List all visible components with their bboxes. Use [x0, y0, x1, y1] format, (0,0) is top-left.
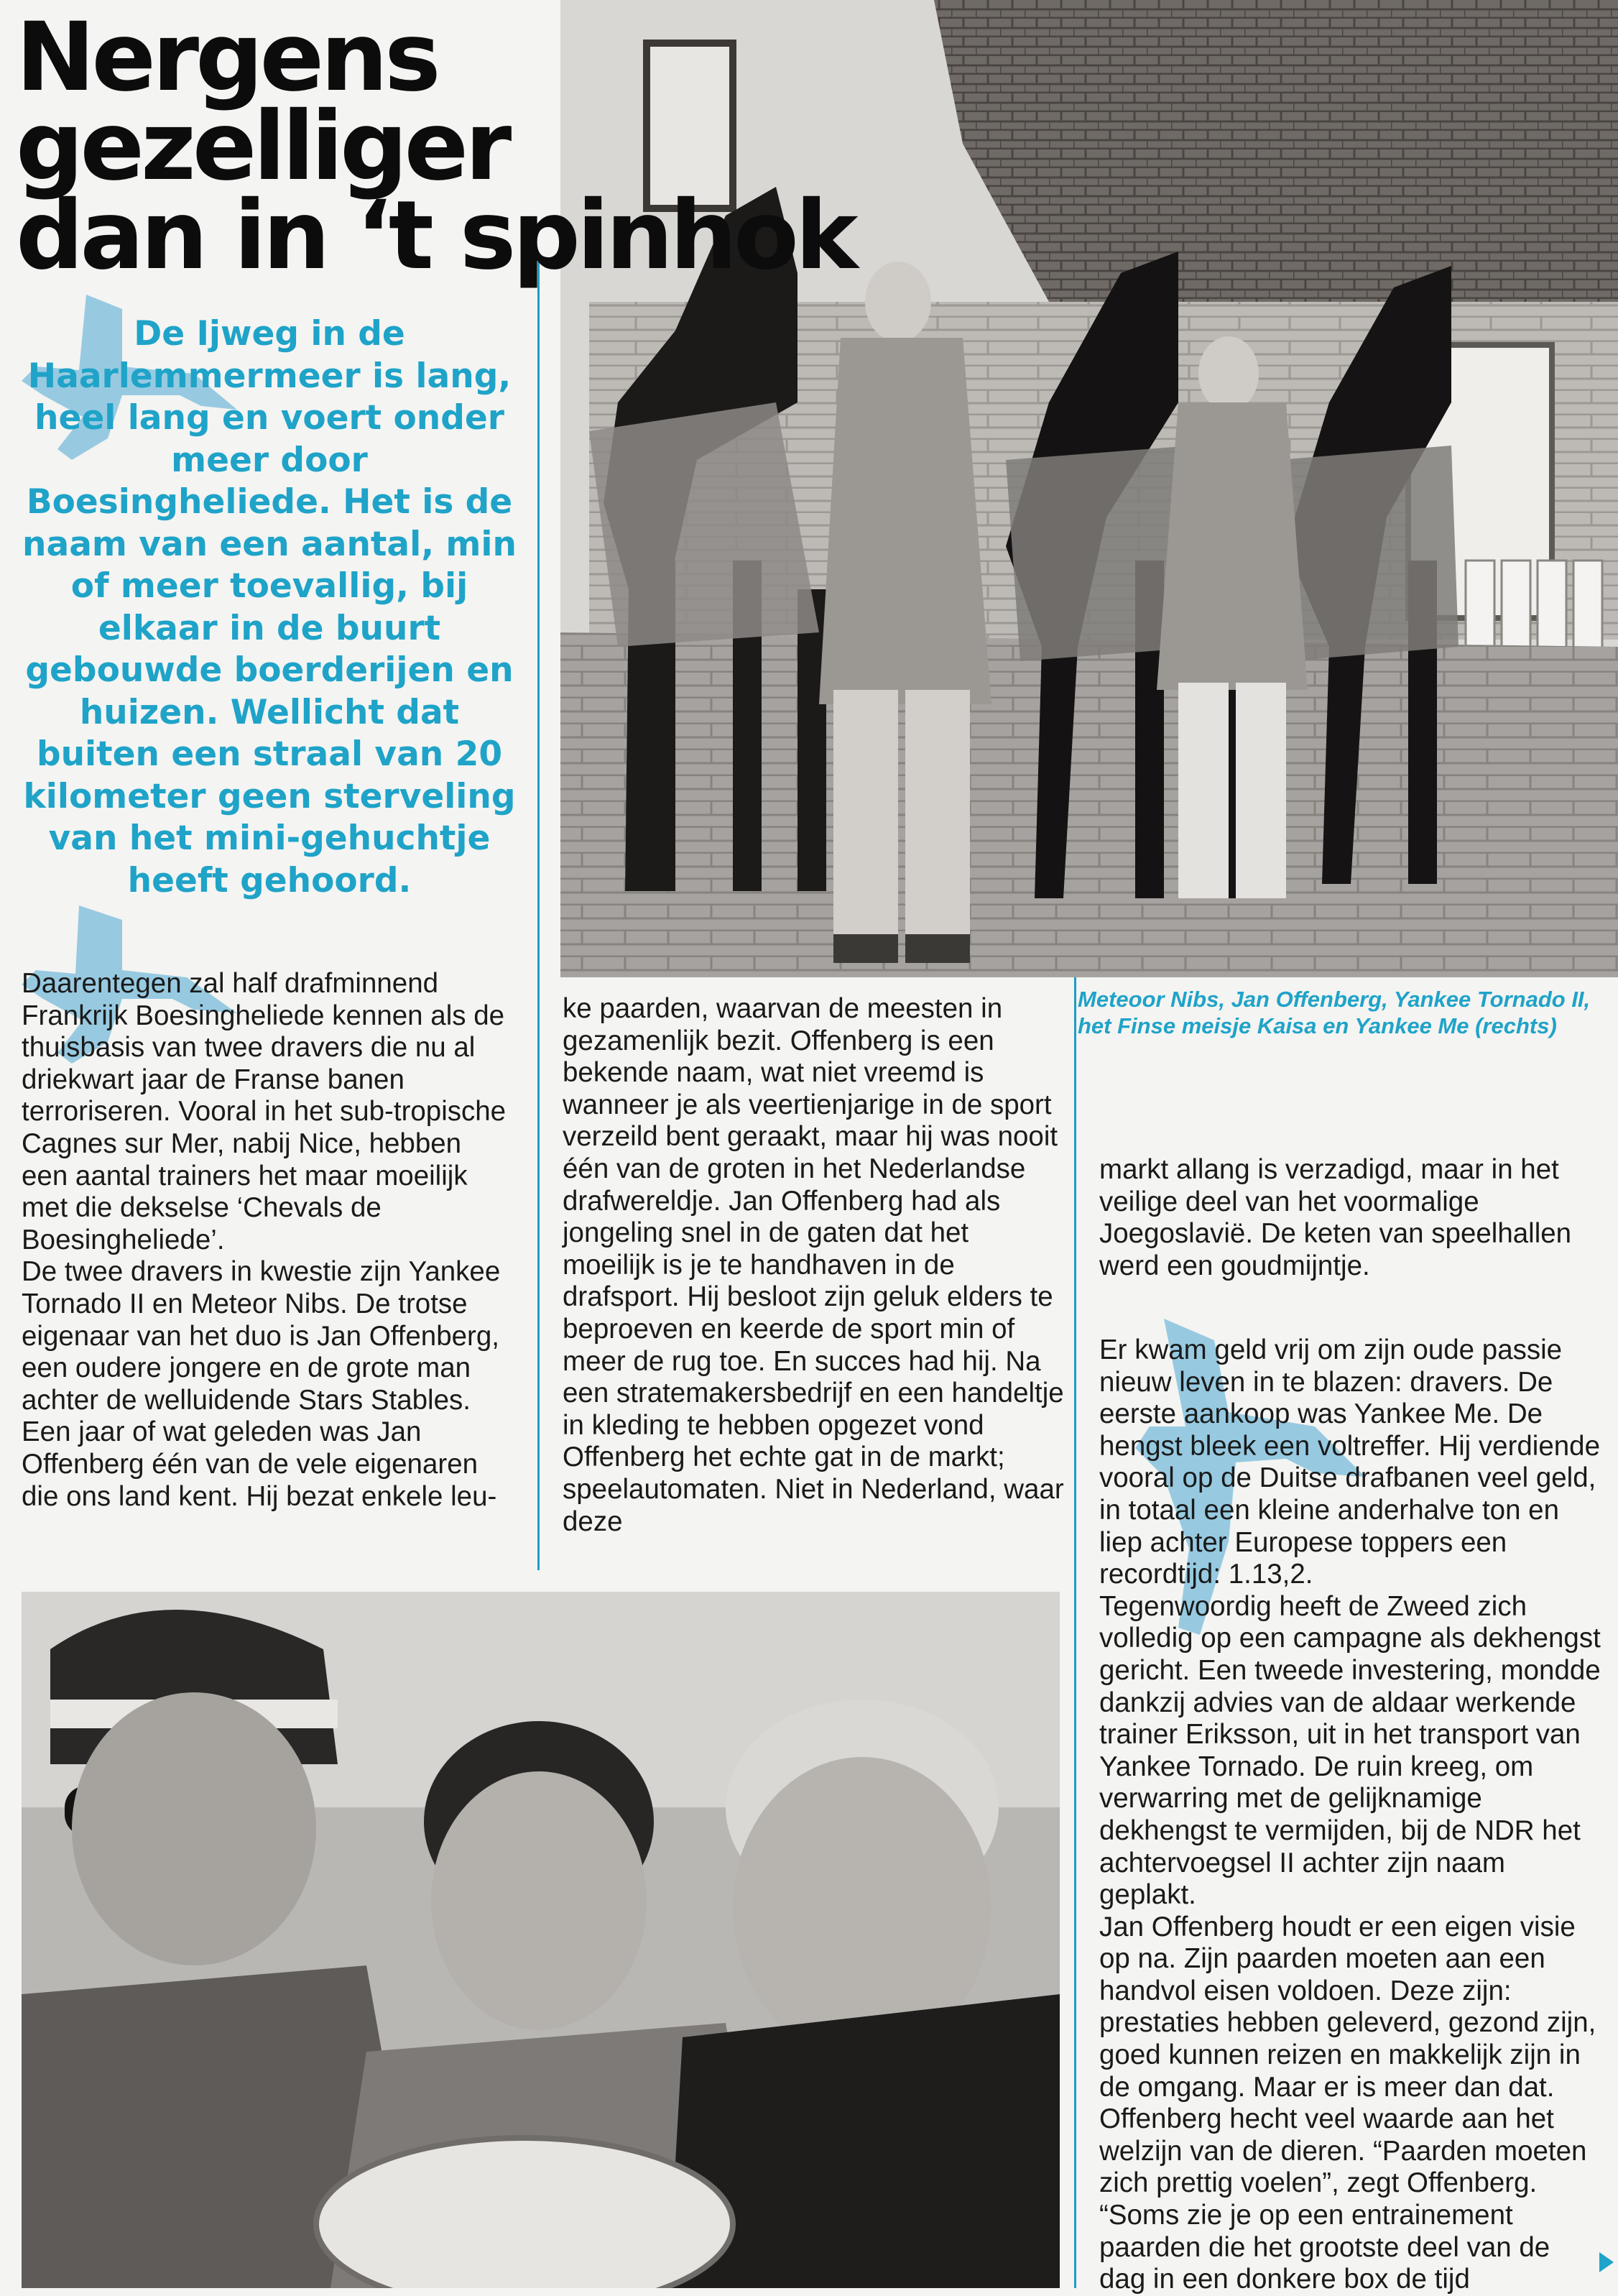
- column-rule: [1074, 977, 1076, 2288]
- paragraph: ke paarden, waarvan de meesten in gezamenlijk bezit. Offenberg is een bekende naam, wat niet vreemd is wanneer je als veertienjarige in de sport verzeild bent geraakt, maar hij was nooit één van de groten in het Nederlandse drafwereldje. Jan Offenberg had als jongeling snel in de gaten dat het moeilijk is je te handhaven in de drafsport. Hij besloot zijn geluk elders te beproeven en keerde de sport min of meer de rug toe. En succes had hij. Na een stratemakersbedrijf en een handeltje in kleding te hebben opgezet vond Offenberg het echte gat in de markt; speelautomaten. Niet in Nederland, waar deze: [563, 993, 1064, 1537]
- article-column-3: [1099, 1334, 1602, 2296]
- paragraph: Tegenwoordig heeft de Zweed zich volledig op een campagne als dekhengst gericht. Een tweede investering, mondde dankzij advies van de aldaar werkende trainer Eriksson, uit in het transport van Yankee Tornado. De ruin kreeg, om verwarring met de gelijknamige dekhengst te vermijden, bij de NDR het achtervoegsel II achter zijn naam geplakt.: [1099, 1590, 1601, 1911]
- article-column-3-top: [1099, 1154, 1602, 1282]
- paragraph: Er kwam geld vrij om zijn oude passie nieuw leven in te blazen: dravers. De eerste aankoop was Yankee Me. De hengst bleek een voltreffer. Hij verdiende vooral op de Duitse drafbanen veel geld, in totaal een kleine anderhalve ton en liep achter Europese toppers een recordtijd: 1.13,2.: [1099, 1334, 1601, 1590]
- paragraph: markt allang is verzadigd, maar in het veilige deel van het voormalige Joegoslavië. De keten van speelhallen werd een goudmijntje.: [1099, 1154, 1572, 1281]
- men-portrait-photo: [22, 1592, 1060, 2288]
- men-portrait-illustration: [22, 1592, 1060, 2288]
- paragraph: Een jaar of wat geleden was Jan Offenberg één van de vele eigenaren die ons land kent. Hij bezat enkele leu-: [22, 1416, 497, 1512]
- article-intro: De Ijweg in de Haarlemmermeer is lang, heel lang en voert onder meer door Boesingheliede. Het is de naam van een aantal, min of meer toevallig, bij elkaar in de buurt gebouwde boerderijen en huizen. Wellicht dat buiten een straal van 20 kilometer geen sterveling van het mini-gehuchtje heeft gehoord.: [22, 314, 517, 900]
- article-column-1: [22, 968, 510, 1513]
- column-rule: [537, 259, 540, 1570]
- paragraph: Daarentegen zal half drafminnend Frankrijk Boesingheliede kennen als de thuisbasis van twee dravers die nu al driekwart jaar de Franse banen terroriseren. Vooral in het sub-tropische Cagnes sur Mer, nabij Nice, hebben een aantal trainers het maar moeilijk met die dekselse ‘Chevals de Boesingheliede’.: [22, 968, 507, 1255]
- article-headline: Nergens gezelliger dan in ‘t spinhok: [16, 2, 855, 291]
- paragraph: Jan Offenberg houdt er een eigen visie op na. Zijn paarden moeten aan een handvol eisen voldoen. Deze zijn: prestaties hebben geleverd, gezond zijn, goed kunnen reizen en makkelijk zijn in de omgang. Maar er is meer dan dat. Offenberg hecht veel waarde aan het welzijn van de dieren. “Paarden moeten zich prettig voelen”, zegt Offenberg. “Soms zie je op een entrainement paarden die het grootste deel van de dag in een donkere box de tijd: [1099, 1911, 1596, 2295]
- paragraph: De twee dravers in kwestie zijn Yankee Tornado II en Meteor Nibs. De trotse eigenaar van het duo is Jan Offenberg, een oudere jongere en de grote man achter de welluidende Stars Stables.: [22, 1256, 501, 1416]
- photo-caption: Meteoor Nibs, Jan Offenberg, Yankee Tornado II, het Finse meisje Kaisa en Yankee Me (rechts): [1078, 987, 1591, 1038]
- article-column-2: [563, 993, 1065, 1538]
